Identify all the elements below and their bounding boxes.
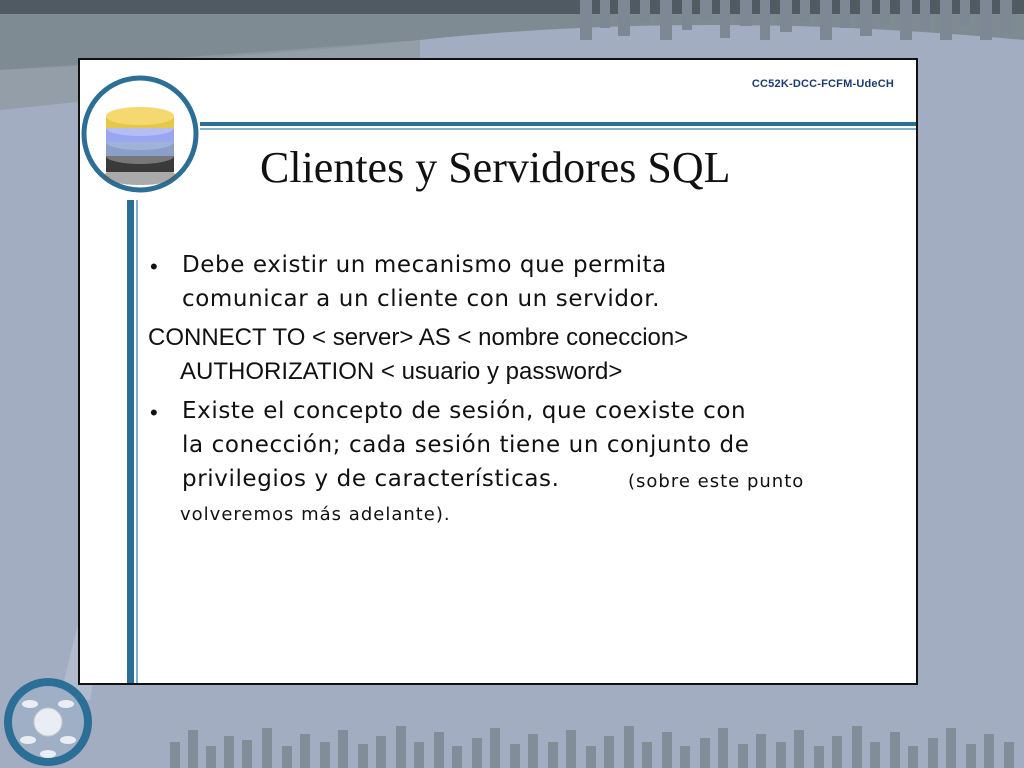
bullet2-line3: privilegios y de características.	[182, 466, 560, 492]
course-code: CC52K-DCC-FCFM-UdeCH	[751, 78, 894, 90]
bullet2-note-a: (sobre este punto	[628, 471, 805, 492]
side-rule-thin	[136, 200, 138, 683]
header-rule-thin	[200, 128, 916, 130]
database-cylinder-icon	[80, 72, 206, 198]
bullet2-note-b: volveremos más adelante).	[180, 504, 451, 525]
bullet2-line2: la conección; cada sesión tiene un conjunto de	[182, 432, 750, 458]
bullet1-line1: Debe existir un mecanismo que permita	[182, 252, 667, 278]
bullet1-line2: comunicar a un cliente con un servidor.	[182, 286, 661, 312]
header-rule	[200, 122, 916, 126]
bullet-marker: •	[150, 400, 158, 425]
bullet2-line1: Existe el concepto de sesión, que coexiste con	[182, 398, 747, 424]
side-rule	[127, 200, 134, 683]
slide-panel	[78, 58, 918, 685]
slide-title: Clientes y Servidores SQL	[260, 143, 731, 192]
code-line2: AUTHORIZATION < usuario y password>	[180, 358, 623, 385]
bullet-marker: •	[150, 254, 158, 279]
code-line1: CONNECT TO < server> AS < nombre coneccion>	[148, 324, 689, 351]
